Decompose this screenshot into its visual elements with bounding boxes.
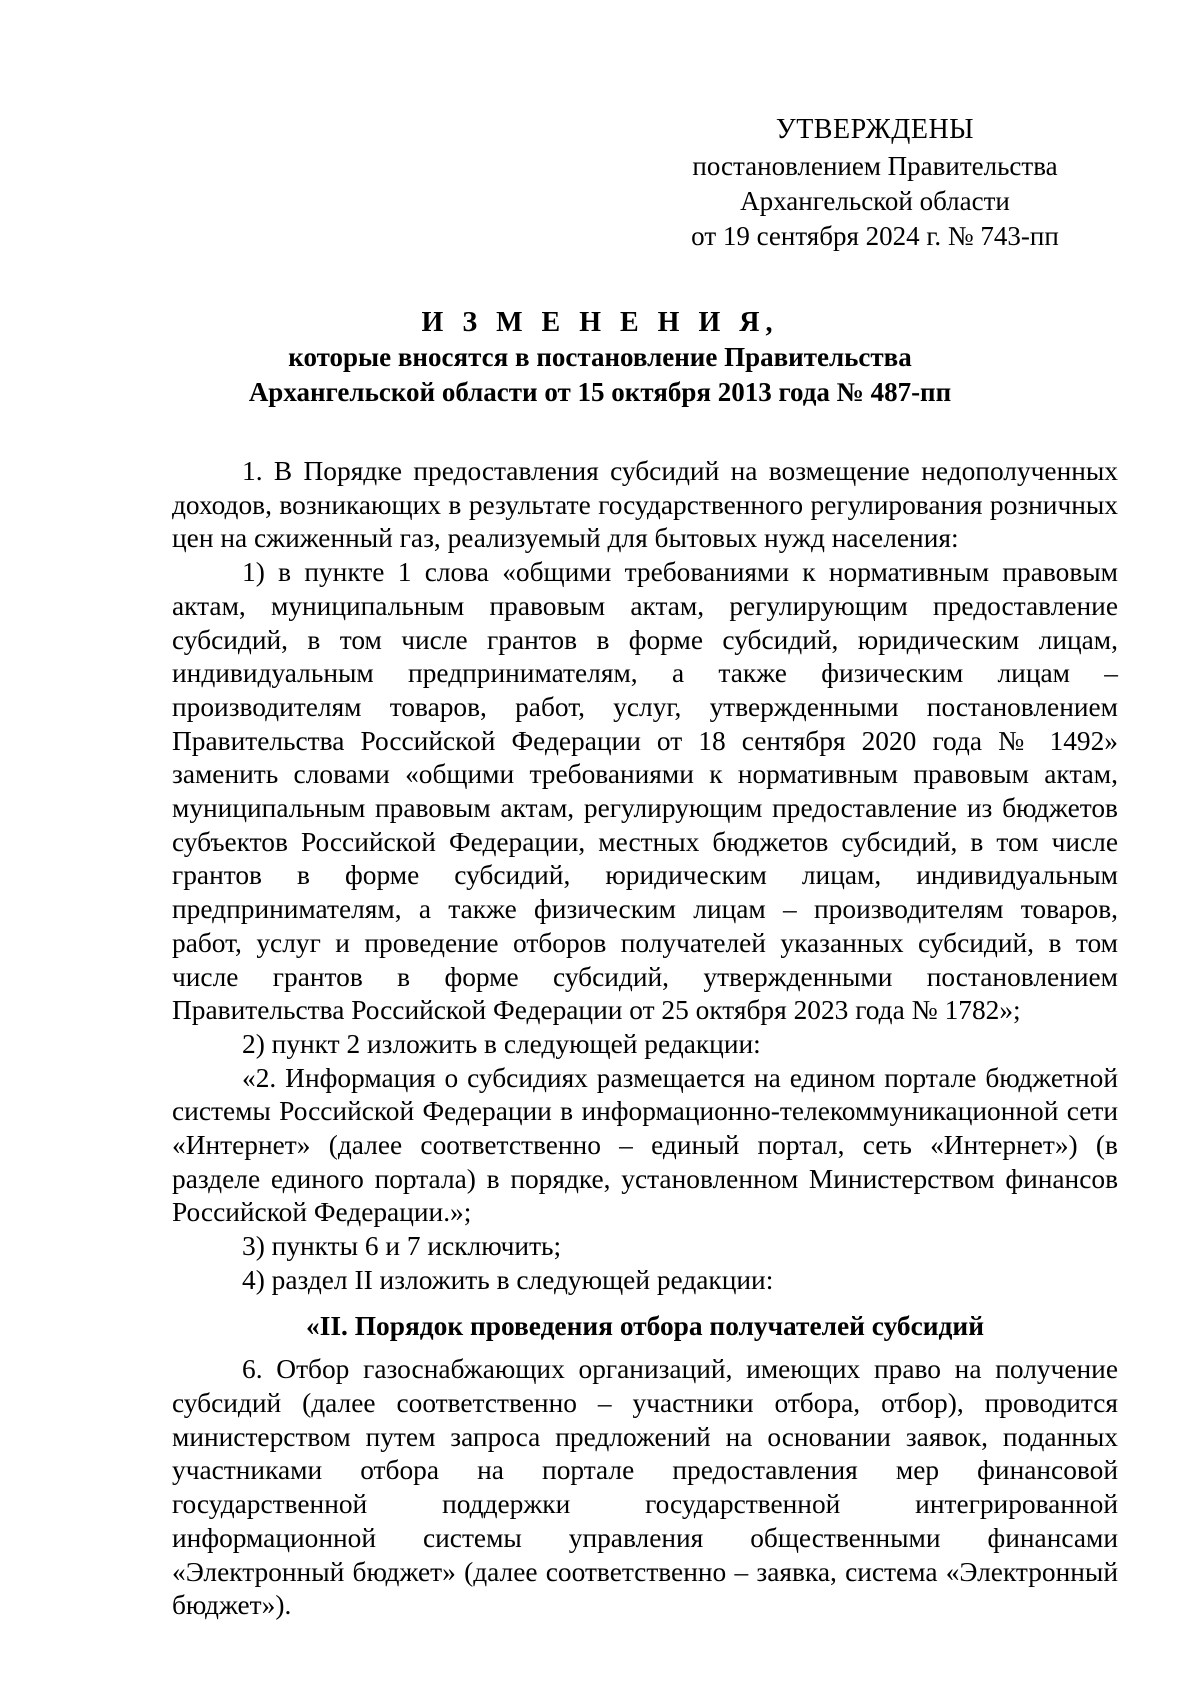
title-subtitle-1: которые вносятся в постановление Правительства: [288, 342, 912, 372]
approval-line-2: Архангельской области: [740, 186, 1010, 216]
paragraph-7: 6. Отбор газоснабжающих организаций, имеющих право на получение субсидий (далее соответственно – участники отбора, отбор), проводится министерством путем запроса предложений на основании заявок, поданных участниками отбора на портале предоставления мер финансовой государственной поддержки государственной интегрированной информационной системы управления общественными финансами «Электронный бюджет» (далее соответственно – заявка, система «Электронный бюджет»).: [172, 1354, 1118, 1621]
paragraph-4: «2. Информация о субсидиях размещается на едином портале бюджетной системы Российской Федерации в информационно-телекоммуникационной сети «Интернет» (далее соответственно – единый портал, сеть «Интернет») (в разделе единого портала) в порядке, установленном Министерством финансов Российской Федерации.»;: [172, 1062, 1118, 1228]
approval-line-1: постановлением Правительства: [692, 151, 1058, 181]
title-subtitle-2: Архангельской области от 15 октября 2013 года № 487-пп: [248, 377, 952, 407]
approval-heading: УТВЕРЖДЕНЫ: [775, 114, 975, 145]
paragraph-2: 1) в пункте 1 слова «общими требованиями к нормативным правовым актам, муниципальным правовым актам, регулирующим предоставление субсидий, в том числе грантов в форме субсидий, юридическим лицам, индивидуальным предпринимателям, а также физическим лицам – производителям товаров, работ, услуг, утвержденными постановлением Правительства Российской Федерации от 18 сентября 2020 года № 1492» заменить словами «общими требованиями к нормативным правовым актам, муниципальным правовым актам, регулирующим предоставление из бюджетов субъектов Российской Федерации, местных бюджетов субсидий, в том числе грантов в форме субсидий, юридическим лицам, индивидуальным предпринимателям, а также физическим лицам – производителям товаров, работ, услуг и проведение отборов получателей указанных субсидий, в том числе грантов в форме субсидий, утвержденными постановлением Правительства Российской Федерации от 25 октября 2023 года № 1782»;: [172, 557, 1118, 1026]
document-title: [150, 305, 1050, 410]
document-body: [172, 455, 1118, 1623]
paragraph-3: 2) пункт 2 изложить в следующей редакции:: [242, 1028, 761, 1059]
paragraph-6: 4) раздел II изложить в следующей редакции:: [242, 1264, 774, 1295]
approval-line-3: от 19 сентября 2024 г. № 743-пп: [691, 221, 1059, 251]
title-main: И З М Е Н Е Н И Я,: [421, 307, 779, 338]
paragraph-5: 3) пункты 6 и 7 исключить;: [242, 1231, 562, 1262]
approval-stamp: [660, 112, 1090, 254]
section-heading: «II. Порядок проведения отбора получателей субсидий: [306, 1310, 984, 1341]
paragraph-1: 1. В Порядке предоставления субсидий на возмещение недополученных доходов, возникающих в результате государственного регулирования розничных цен на сжиженный газ, реализуемый для бытовых нужд населения:: [172, 456, 1118, 554]
